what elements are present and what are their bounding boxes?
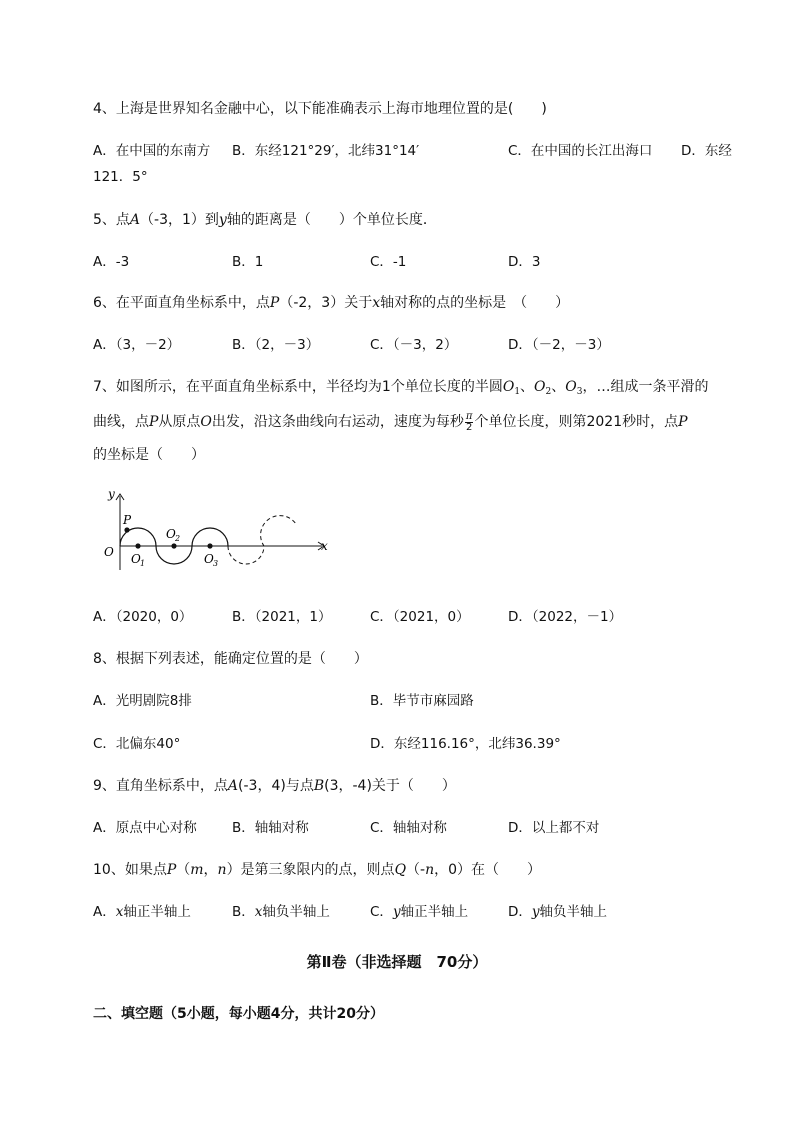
q9-option-a: A．原点中心对称 [93, 820, 197, 836]
q7-figure [96, 484, 336, 574]
q9-option-b: B．轴轴对称 [232, 820, 309, 836]
label-origin: O [104, 545, 114, 559]
q5-option-b: B．1 [232, 254, 264, 270]
q6-mid: （-2，3）关于 [279, 295, 373, 311]
q5-axis: y [218, 212, 227, 228]
label-p: P [123, 513, 132, 527]
q10-pre: 10、如果点 [93, 862, 167, 878]
q10-q-open: （- [406, 862, 426, 878]
q9-option-c: C．轴轴对称 [370, 820, 447, 836]
q10-stem [93, 861, 541, 879]
q7-sep1: 、 [520, 379, 535, 395]
q6-axis: x [372, 295, 381, 311]
label-o2: O [166, 527, 176, 541]
q6-pre: 6、在平面直角坐标系中，点 [93, 295, 270, 311]
q8-option-b: B．毕节市麻园路 [370, 693, 474, 709]
dashed-curve [228, 516, 296, 564]
part-heading: 二、填空题（5小题，每小题4分，共计20分） [93, 1006, 384, 1022]
q7-o3: $O_3$ [565, 379, 583, 397]
q7-o2: $O_2$ [534, 379, 552, 397]
q7-fraction: $\frac{\pi}{2}$ [465, 410, 473, 433]
q7-option-b: B．（2021，1） [232, 609, 332, 625]
q4-option-c: C．在中国的长江出海口 [508, 143, 653, 159]
q7-l1-pre: 7、如图所示，在平面直角坐标系中，半径均为1个单位长度的半圆 [93, 379, 503, 395]
q10-option-a: A．x轴正半轴上 [93, 904, 191, 920]
q10-q-close: ，0）在（ ） [434, 862, 542, 878]
q10-option-d: D．y轴负半轴上 [508, 904, 608, 920]
q7-l2-a: 曲线，点 [93, 414, 149, 430]
q9-pre: 9、直角坐标系中，点 [93, 778, 228, 794]
q9-stem [93, 777, 456, 795]
q7-sep2: 、 [551, 379, 566, 395]
q7-p2: P [678, 414, 688, 430]
q7-option-a: A．（2020，0） [93, 609, 193, 625]
q9-a-var: A [227, 778, 239, 794]
q4-stem: 4、上海是世界知名金融中心，以下能准确表示上海市地理位置的是( ) [93, 101, 547, 117]
q7-l2-d: 个单位长度，则第2021秒时，点 [474, 414, 679, 430]
q10-comma: ， [203, 862, 218, 878]
q7-p: P [149, 414, 159, 430]
q6-post: 轴对称的点的坐标是 （ ） [380, 295, 570, 311]
section-title: 第Ⅱ卷（非选择题 70分） [306, 953, 488, 971]
point-p [124, 527, 129, 532]
q4-option-d-cont: 121．5° [93, 169, 148, 185]
q8-option-d: D．东经116.16°，北纬36.39° [370, 736, 561, 752]
point-o3 [207, 543, 212, 548]
q5-mid: （-3，1）到 [140, 212, 219, 228]
q7-origin: O [200, 414, 212, 430]
q9-b-coord: (3，-4)关于（ ） [324, 778, 456, 794]
q6-var: P [269, 295, 280, 311]
q10-option-b: B．x轴负半轴上 [232, 904, 330, 920]
q4-option-d: D．东经 [681, 143, 732, 159]
q7-o1: $O_1$ [502, 379, 521, 397]
label-y: y [108, 487, 115, 501]
q5-option-a: A．-3 [93, 254, 130, 270]
q7-l2-b: 从原点 [158, 414, 201, 430]
point-o2 [171, 543, 176, 548]
point-o1 [135, 543, 140, 548]
q9-option-d: D．以上都不对 [508, 820, 600, 836]
q10-m: m [190, 862, 204, 878]
q9-a-coord: (-3，4)与点 [238, 778, 314, 794]
q10-p-close: ）是第三象限内的点，则点 [226, 862, 395, 878]
q5-var: A [129, 212, 141, 228]
q7-line1 [93, 378, 708, 401]
q6-stem [93, 294, 569, 312]
q9-b-var: B [313, 778, 325, 794]
q6-option-a: A．（3，－2） [93, 337, 181, 353]
q4-option-b: B．东经121°29′，北纬31°14′ [232, 143, 420, 159]
q6-option-c: C．（－3，2） [370, 337, 458, 353]
q7-line3: 的坐标是（ ） [93, 447, 205, 463]
q10-q: Q [394, 862, 407, 878]
q8-stem: 8、根据下列表述，能确定位置的是（ ） [93, 651, 368, 667]
q7-line2 [93, 410, 688, 434]
q5-post: 轴的距离是（ ）个单位长度． [226, 212, 437, 228]
q6-option-d: D．（－2，－3） [508, 337, 610, 353]
q5-stem [93, 211, 437, 229]
label-o3-sub: 3 [213, 559, 219, 568]
q7-l1-post: ，…组成一条平滑的 [582, 379, 709, 395]
q5-option-c: C．-1 [370, 254, 407, 270]
q5-pre: 5、点 [93, 212, 130, 228]
label-x: x [321, 539, 328, 553]
q7-option-d: D．（2022，－1） [508, 609, 623, 625]
q10-n2: n [425, 862, 435, 878]
q8-option-a: A．光明剧院8排 [93, 693, 192, 709]
q10-p: P [166, 862, 177, 878]
q7-option-c: C．（2021，0） [370, 609, 470, 625]
q4-option-a: A．在中国的东南方 [93, 143, 211, 159]
q10-n: n [217, 862, 227, 878]
label-o1: O [131, 552, 141, 566]
q10-option-c: C．y轴正半轴上 [370, 904, 469, 920]
q10-p-open: （ [176, 862, 191, 878]
label-o1-sub: 1 [140, 559, 146, 568]
q6-option-b: B．（2，－3） [232, 337, 320, 353]
q8-option-c: C．北偏东40° [93, 736, 181, 752]
label-o2-sub: 2 [175, 534, 181, 543]
label-o3: O [204, 552, 214, 566]
q7-l2-c: 出发，沿这条曲线向右运动，速度为每秒 [211, 414, 464, 430]
q5-option-d: D．3 [508, 254, 541, 270]
